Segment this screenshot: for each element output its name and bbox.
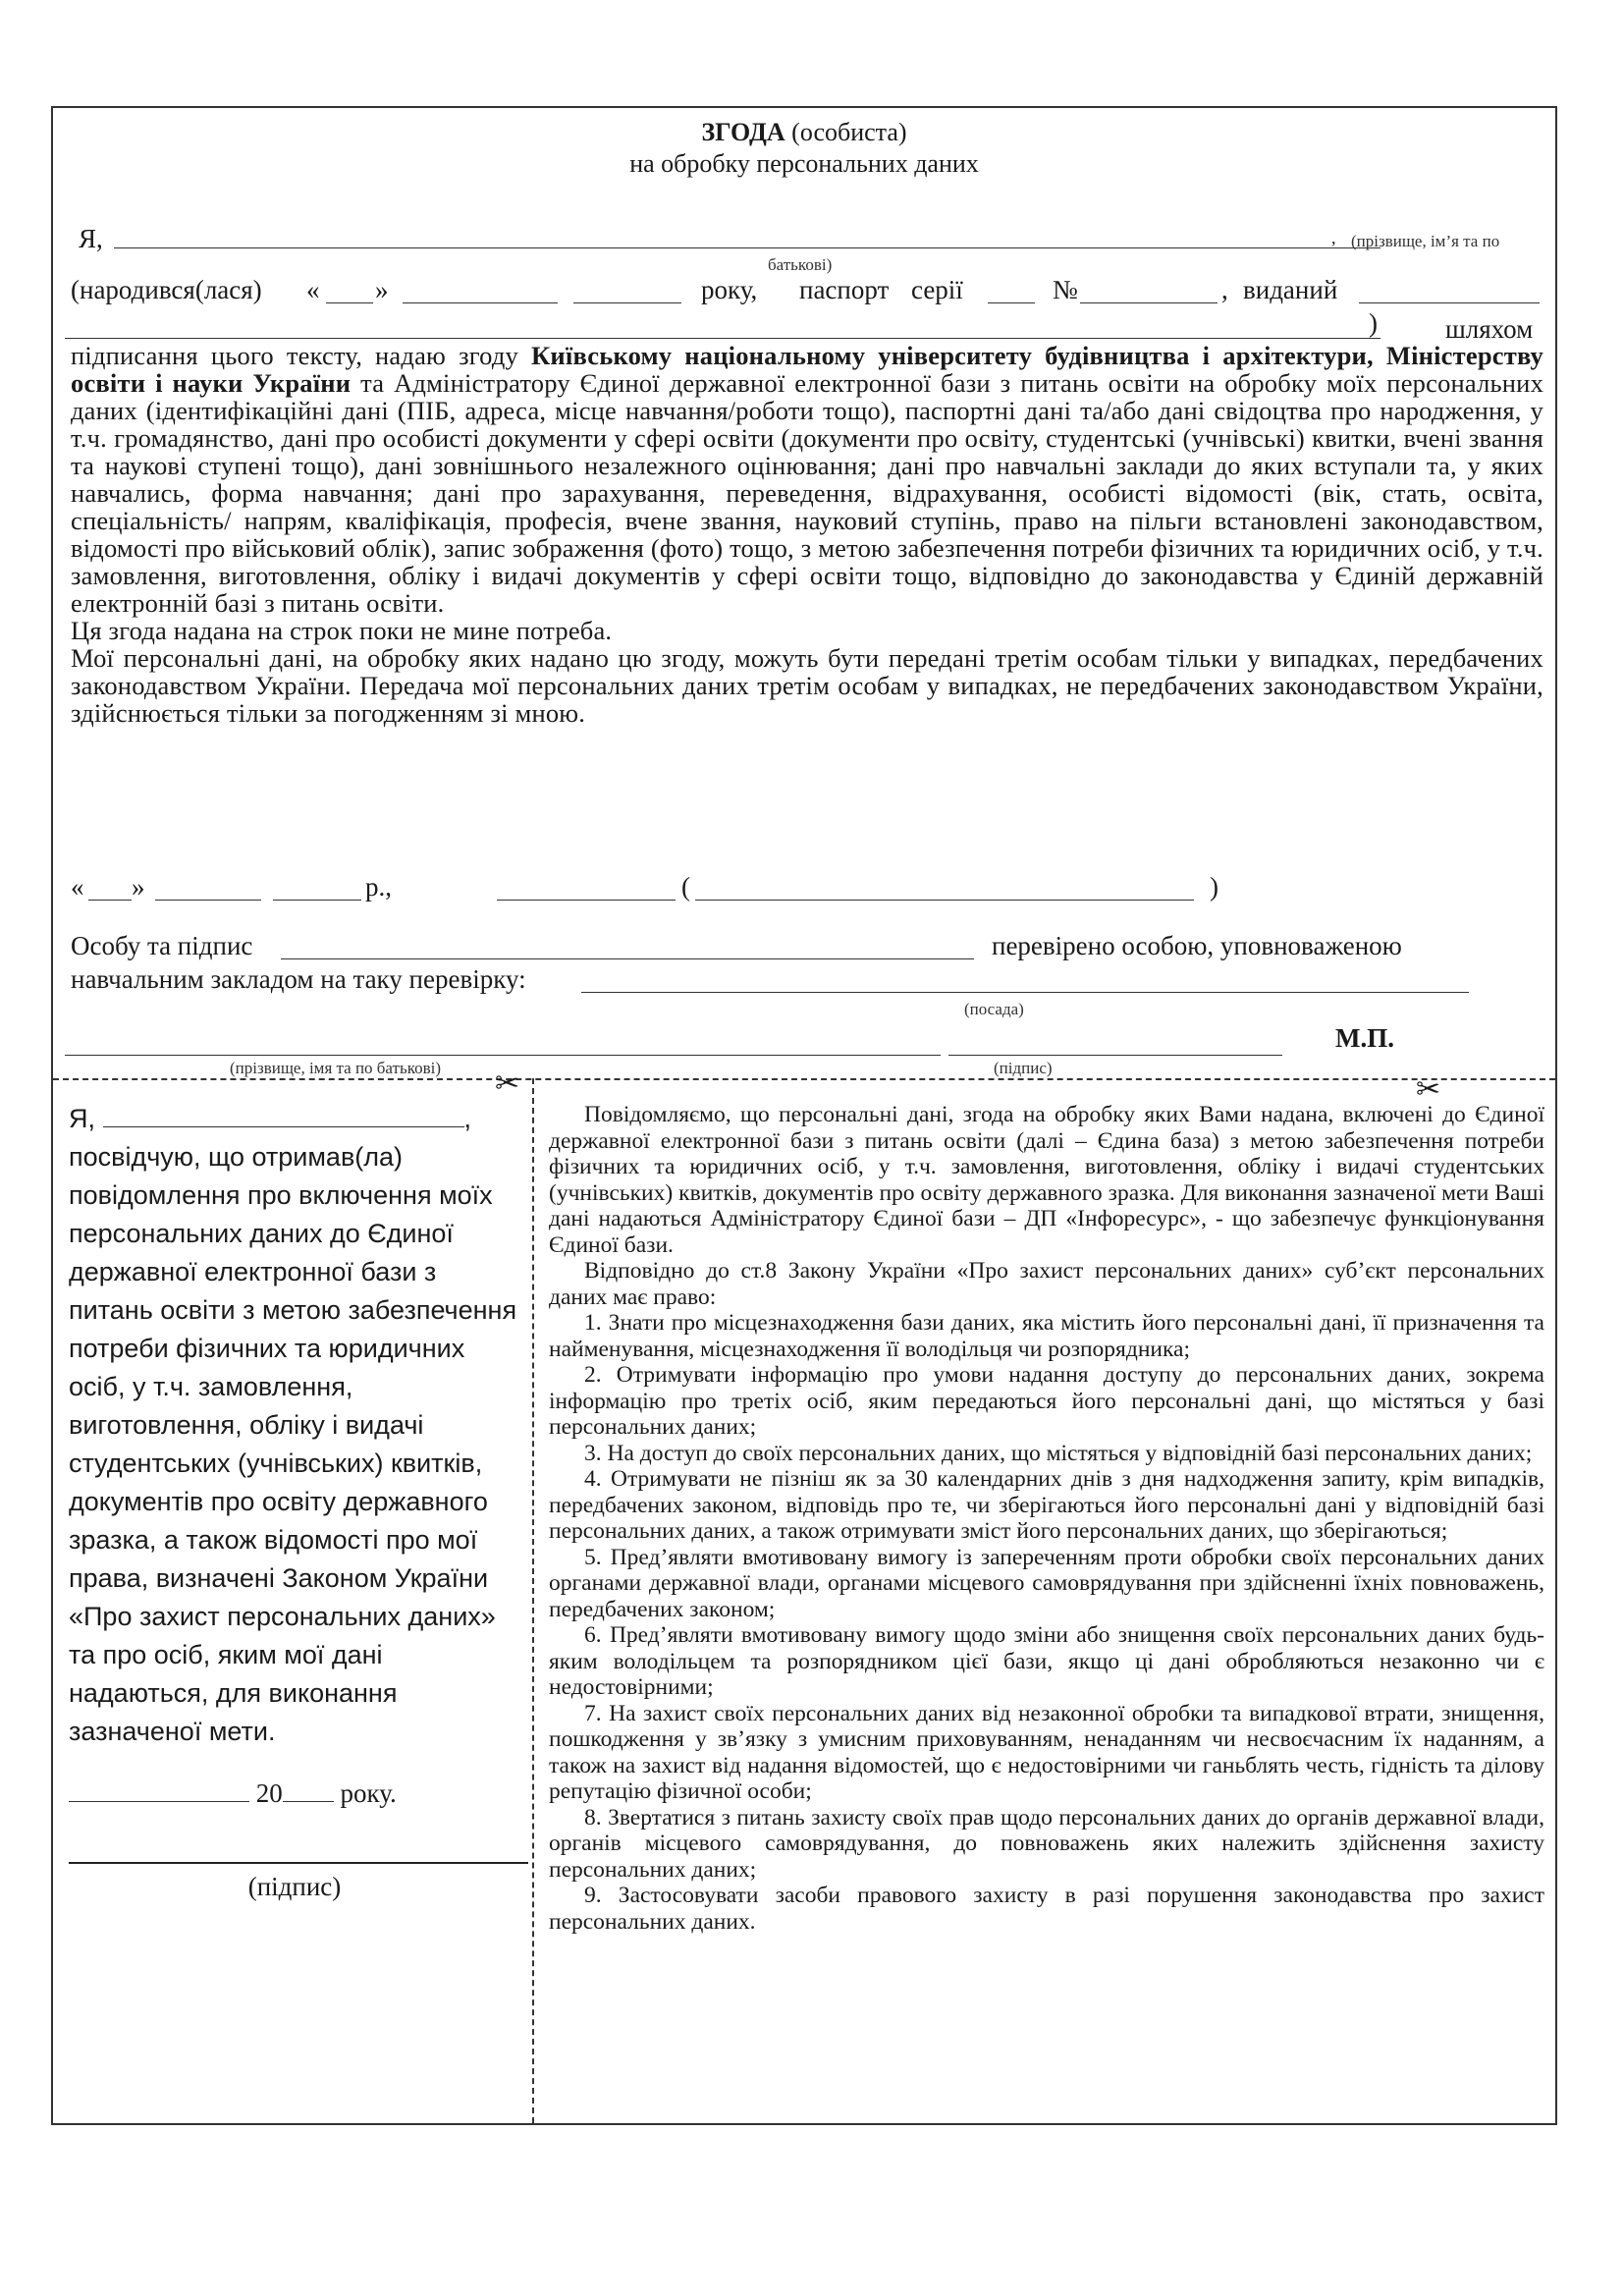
label-path: шляхом <box>1445 314 1534 344</box>
sign-day-field[interactable] <box>88 900 132 901</box>
right-item-4: 4. Отримувати не пізніш як за 30 календарних днів з дня надходження запиту, крім випадків, передбачених законом, відповідь про те, чи зберігаються його персональні дані у відповідній базі персональних даних, а також отримувати зміст його персональних даних, що зберігаються; <box>549 1466 1544 1544</box>
paren-open: ( <box>681 872 690 902</box>
signature-name-field[interactable] <box>695 900 1194 901</box>
notice-rights-intro: Відповідно до ст.8 Закону України «Про захист персональних даних» суб’єкт персональних даних має право: <box>549 1258 1544 1310</box>
form-title-bold: ЗГОДА <box>701 118 785 146</box>
receipt-year-suffix: року. <box>340 1778 397 1808</box>
paren-close: ) <box>1369 308 1378 338</box>
consent-paragraph-1 <box>71 342 1543 617</box>
verifier-sign-field[interactable] <box>948 1055 1282 1056</box>
consent-p1-rest: та Адміністратору Єдиної державної електронної бази з питань освіти на обробку моїх персональних даних (ідентифікаційні дані (ПІБ, адреса, місце навчання/роботи тощо), паспортні дані та/або дані свідоцтва про народження, у т.ч. громадянство, дані про особисті документи у сфері освіти (документи про освіту, студентські (учнівські) квитки, вчені звання та наукові ступені тощо), дані зовнішнього незалежного оцінювання; дані про навчальні заклади до яких вступали та, у яких навчались, форма навчання; дані про зарахування, переведення, відрахування, особисті відомості (вік, стать, освіта, спеціальність/ напрям, кваліфікація, професія, вчене звання, науковий ступінь, право на пільги встановлені законодавством, відомості про військовий облік), запис зображення (фото) тощо, з метою забезпечення потреби фізичних та юридичних осіб, у т.ч. замовлення, виготовлення, обліку і видачі документів у сфері освіти тощо, відповідно до законодавства у Єдиній державній електронній базі з питань освіти. <box>71 368 1544 618</box>
receipt-year-field[interactable] <box>283 1777 334 1802</box>
fullname-hint: (прізвище, ім’я та по <box>1351 232 1500 250</box>
form-title-rest: (особиста) <box>785 118 907 146</box>
right-item-7: 7. На захист своїх персональних даних від незаконної обробки та випадкової втрати, знищення, пошкодження у зв’язку з умисним приховуванням, ненаданням чи несвоєчасним їх наданням, а також на захист від надання відомостей, що є недостовірними чи ганьблять честь, гідність та ділову репутацію фізичної особи; <box>549 1700 1544 1804</box>
consent-body <box>71 342 1543 727</box>
stamp-label: М.П. <box>1335 1023 1394 1053</box>
right-item-8: 8. Звертатися з питань захисту своїх прав щодо персональних даних до органів державної влади, органів місцевого самоврядування, до повноважень яких належить здійснення захисту персональних даних; <box>549 1804 1544 1883</box>
quote-close: » <box>375 275 389 304</box>
receipt-year-prefix: 20 <box>255 1778 283 1808</box>
signature-field[interactable] <box>497 900 676 901</box>
sign-month-field[interactable] <box>155 900 261 901</box>
consent-form-frame: ЗГОДА (особиста) на обробку персональних даних Я, , (прізвище, ім’я та по батькові) (народився(лася) « » року, паспорт серії № , виданий ) шляхом підписання цього тексту, надаю згоду Київському національному університету будівництва і архітектури, Міністерству освіти і науки України та Адміністратору Єдиної державної електронної бази з питань освіти на обробку моїх персональних даних (ідентифікаційні дані (ПІБ, адреса, місце навчання/роботи тощо), паспортні дані та/або дані свідоцтва про народження, у т.ч. громадянство, дані про особисті документи у сфері освіти (документи про освіту, студентські (учнівські) квитки, вчені звання та наукові ступені тощо), дані зовнішнього незалежного оцінювання; дані про навчальні заклади до яких вступали та, у яких навчались, форма навчання; дані про зарахування, переведення, відрахування, особисті відомості (вік, стать, освіта, спеціальність/ напрям, кваліфікація, професія, вчене звання, науковий ступінь, право на пільги встановлені законодавством, відомості про військовий облік), запис зображення (фото) тощо, з метою забезпечення потреби фізичних та юридичних осіб, у т.ч. замовлення, виготовлення, обліку і видачі документів у сфері освіти тощо, відповідно до законодавства у Єдиній державній електронній базі з питань освіти. Ця згода надана на строк поки не мине потреба. Мої персональні дані, на обробку яких надано цю згоду, можуть бути передані третім особам тільки у випадках, передбачених законодавством України. Передача мої персональних даних третім особам у випадках, не передбачених законодавством України, здійснюється тільки за погодженням зі мною. « » р., ( ) Особу та підпис перевірено особою, уповноваженою навчальним закладом на таку перевірку: (посада) (прізвище, імя та по батькові) (підпис) М.П. ✂ ✂ Я, , посвідчую, що отримав(ла) повідомлення про включення моїх персональних даних до Єдиної державної електронної бази з питань освіти з метою забезпечення потреби фізичних та юридичних осіб, у т.ч. замовлення, виготовлення, обліку і видачі студентських (учнівських) квитків, документів про освіту державного зразка, а також відомості про мої права, визначені Законом України «Про захист персональних даних» та про осіб, яким мої дані надаються, для виконання зазначеної мети. 20 року. (підпис) Повідомляємо, що персональні дані, згода на обробку яких Вами надана, включені до Єдиної державної електронної бази з питань освіти (далі – Єдина база) з метою забезпечення потреби фізичних та юридичних осіб, у т.ч. замовлення, виготовлення, обліку і видачі студентських (учнівських) квитків, документів про освіту державного зразка. Для виконання зазначеної мети Ваші дані надаються Адміністратору Єдиної бази – ДП «Інфоресурс», - що забезпечує функціонування Єдиної бази. Відповідно до ст.8 Закону України «Про захист персональних даних» суб’єкт персональних даних має право: 1. Знати про місцезнаходження бази даних, яка містить його персональні дані, її призначення та найменування, місцезнаходження її володільця чи розпорядника; 2. Отримувати інформацію про умови надання доступу до персональних даних, зокрема інформацію про третіх осіб, яким передаються його персональні дані, що містяться у базі персональних даних; 3. На доступ до своїх персональних даних, що містяться у відповідній базі персональних даних; 4. Отримувати не пізніш як за 30 календарних днів з дня надходження запиту, крім випадків, передбачених законом, відповідь про те, чи зберігаються його персональні дані у відповідній базі персональних даних, а також отримувати зміст його персональних даних, що зберігаються; 5. Пред’являти вмотивовану вимогу із запереченням проти обробки своїх персональних даних органами державної влади, органами місцевого самоврядування при здійсненні їхніх повноважень, передбачених законом; 6. Пред’являти вмотивовану вимогу щодо зміни або знищення своїх персональних даних будь-яким володільцем та розпорядником цієї бази, якщо ці дані обробляються незаконно чи є недостовірними; 7. На захист своїх персональних даних від незаконної обробки та випадкової втрати, знищення, пошкодження у зв’язку з умисним приховуванням, ненаданням чи несвоєчасним їх наданням, а також на захист від надання відомостей, що є недостовірними чи ганьблять честь, гідність та ділову репутацію фізичної особи; 8. Звертатися з питань захисту своїх прав щодо персональних даних до органів державної влади, органів місцевого самоврядування, до повноважень яких належить здійснення захисту персональних даних; 9. Застосовувати засоби правового захисту в разі порушення законодавства про захист персональних даних. <box>51 106 1557 2125</box>
position-hint: (посада) <box>964 1000 1024 1018</box>
passport-series-field[interactable] <box>988 302 1035 303</box>
notice-intro: Повідомляємо, що персональні дані, згода на обробку яких Вами надана, включені до Єдиної державної електронної бази з питань освіти (далі – Єдина база) з метою забезпечення потреби фізичних та юридичних осіб, у т.ч. замовлення, виготовлення, обліку і видачі студентських (учнівських) квитків, документів про освіту державного зразка. Для виконання зазначеної мети Ваші дані надаються Адміністратору Єдиної бази – ДП «Інфоресурс», - що забезпечує функціонування Єдиної бази. <box>549 1102 1544 1258</box>
label-born: (народився(лася) <box>71 275 262 304</box>
year-suffix: р., <box>365 872 392 902</box>
notice-section <box>549 1102 1544 1935</box>
person-sign-field[interactable] <box>281 958 974 959</box>
label-number: № <box>1053 275 1078 304</box>
label-passport: паспорт <box>799 275 890 304</box>
consent-p1-start: підписання цього тексту, надаю згоду <box>71 341 532 370</box>
scissors-icon-right: ✂ <box>1416 1072 1441 1107</box>
label-year: року, <box>701 275 758 304</box>
right-item-5: 5. Пред’являти вмотивовану вимогу із запереченням проти обробки своїх персональних даних органами державної влади, органами місцевого самоврядування при здійсненні їхніх повноважень, передбачених законом; <box>549 1544 1544 1622</box>
sign-year-field[interactable] <box>273 900 361 901</box>
consent-paragraph-2: Ця згода надана на строк поки не мине потреба. <box>71 616 613 645</box>
label-issued: виданий <box>1243 275 1338 304</box>
right-item-9: 9. Застосовувати засоби правового захисту в разі порушення законодавства про захист персональних даних. <box>549 1883 1544 1935</box>
label-verified: перевірено особою, уповноваженою <box>992 931 1402 960</box>
position-field[interactable] <box>581 992 1469 993</box>
consent-organizations: Київському національному університету будівництва і архітектури, Міністерству освіти і науки України <box>71 341 1543 398</box>
consent-paragraph-3: Мої персональні дані, на обробку яких надано цю згоду, можуть бути передані третім особам тільки у випадках, передбачених законодавством України. Передача мої персональних даних третім особам у випадках, не передбачених законодавством України, здійснюється тільки за погодженням зі мною. <box>71 643 1543 728</box>
label-by-institution: навчальним закладом на таку перевірку: <box>71 964 526 994</box>
receipt-signature-field[interactable] <box>69 1862 528 1864</box>
label-series: серії <box>911 275 963 304</box>
passport-number-field[interactable] <box>1080 302 1218 303</box>
date-quote-open: « <box>71 872 84 902</box>
scissors-icon: ✂ <box>495 1066 520 1101</box>
cut-line-horizontal <box>53 1078 1555 1080</box>
receipt-date-field[interactable] <box>69 1777 249 1802</box>
birth-month-field[interactable] <box>403 302 558 303</box>
right-item-3: 3. На доступ до своїх персональних даних, що містяться у відповідній базі персональних даних; <box>584 1440 1533 1466</box>
label-person-sign: Особу та підпис <box>71 931 253 960</box>
issued-by-field-2[interactable] <box>65 338 1380 339</box>
fullname-field[interactable] <box>114 247 1380 248</box>
birth-year-field[interactable] <box>573 302 681 303</box>
receipt-text: посвідчую, що отримав(ла) повідомлення про включення моїх персональних даних до Єдиної державної електронної бази з питань освіти з метою забезпечення потреби фізичних та юридичних осіб, у т.ч. замовлення, виготовлення, обліку і видачі студентських (учнівських) квитків, документів про освіту державного зразка, а також відомості про мої права, визначені Законом України «Про захист персональних даних» та про осіб, яким мої дані надаються, для виконання зазначеної мети. <box>69 1142 517 1746</box>
receipt-comma: , <box>463 1104 472 1133</box>
verifier-sign-hint: (підпис) <box>994 1059 1053 1077</box>
right-item-1: 1. Знати про місцезнаходження бази даних, яка містить його персональні дані, її призначення та найменування, місцезнаходження її володільця чи розпорядника; <box>549 1310 1544 1362</box>
form-title <box>53 118 1555 147</box>
right-item-2: 2. Отримувати інформацію про умови надання доступу до персональних даних, зокрема інформацію про третіх осіб, яким передаються його персональні дані, що містяться у базі персональних даних; <box>549 1362 1544 1440</box>
label-ya: Я, <box>79 224 103 253</box>
paren-close-2: ) <box>1210 872 1218 902</box>
birth-day-field[interactable] <box>326 302 373 303</box>
right-item-6: 6. Пред’являти вмотивовану вимогу щодо зміни або знищення своїх персональних даних будь-яким володільцем та розпорядником цієї бази, якщо ці дані обробляються незаконно чи є недостовірними; <box>549 1622 1544 1700</box>
issued-by-field-1[interactable] <box>1359 302 1540 303</box>
quote-open: « <box>306 275 320 304</box>
receipt-ya: Я, <box>69 1104 95 1133</box>
receipt-name-field[interactable] <box>103 1105 464 1127</box>
cut-line-vertical <box>532 1078 534 2123</box>
receipt-section <box>69 1100 520 1906</box>
verifier-name-field[interactable] <box>65 1055 941 1056</box>
fullname-hint-2: батькові) <box>768 255 833 274</box>
verifier-name-hint: (прізвище, імя та по батькові) <box>230 1059 442 1077</box>
receipt-sign-hint: (підпис) <box>247 1872 342 1901</box>
form-subtitle: на обробку персональних даних <box>629 149 979 178</box>
date-quote-close: » <box>132 872 145 902</box>
